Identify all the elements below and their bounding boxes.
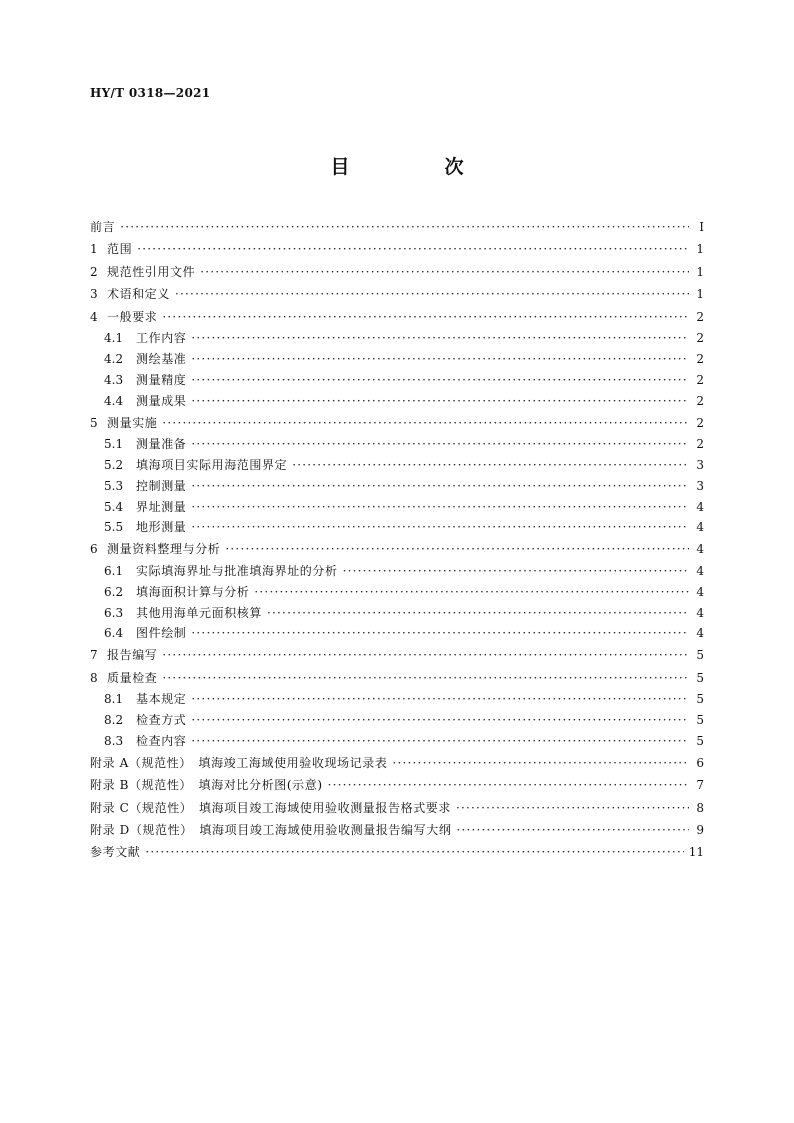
toc-entry-page: 4: [696, 520, 704, 535]
toc-dot-leader: [162, 644, 689, 666]
toc-entry-page: 5: [696, 670, 704, 685]
toc-dot-leader: [191, 517, 689, 538]
toc-entry-number: 8.3: [104, 733, 124, 748]
toc-entry[interactable]: [90, 306, 704, 328]
toc-entry-label: 附录 D（规范性） 填海项目竣工海域使用验收测量报告编写大纲: [90, 822, 452, 837]
toc-entry-page: 7: [696, 778, 704, 793]
toc-entry[interactable]: [90, 328, 704, 349]
toc-dot-leader: [191, 328, 689, 349]
toc-entry-page: 1: [696, 264, 704, 279]
toc-entry[interactable]: [90, 370, 704, 391]
toc-entry-number: 6.3: [104, 605, 124, 620]
toc-dot-leader: [191, 497, 689, 518]
toc-entry-number: 4: [90, 309, 98, 324]
toc-entry-page: Ⅰ: [699, 220, 704, 234]
toc-entry-number: 4.3: [104, 372, 124, 387]
toc-entry-label: 实际填海界址与批准填海界址的分析: [136, 563, 338, 578]
toc-entry-number: 2: [90, 264, 98, 279]
toc-entry-label: 测绘基准: [136, 351, 187, 366]
toc-dot-leader: [343, 561, 689, 582]
toc-entry[interactable]: [90, 455, 704, 476]
toc-entry-page: 2: [696, 330, 704, 345]
toc-entry-label: 一般要求: [107, 309, 158, 324]
toc-entry[interactable]: [90, 283, 704, 305]
toc-dot-leader: [191, 370, 689, 391]
toc-entry-label: 地形测量: [136, 520, 187, 535]
toc-entry-page: 4: [696, 499, 704, 514]
toc-dot-leader: [191, 476, 689, 497]
table-of-contents: [90, 216, 704, 864]
toc-entry-label: 控制测量: [136, 478, 187, 493]
toc-entry-label: 测量精度: [136, 372, 187, 387]
toc-entry-page: 2: [696, 309, 704, 324]
toc-entry-label: 附录 C（规范性） 填海项目竣工海域使用验收测量报告格式要求: [90, 800, 451, 815]
toc-entry[interactable]: [90, 710, 704, 731]
toc-entry-page: 4: [696, 563, 704, 578]
toc-entry-number: 4.2: [104, 351, 124, 366]
toc-entry-label: 基本规定: [136, 692, 187, 707]
toc-entry-label: 附录 A（规范性） 填海竣工海域使用验收现场记录表: [90, 755, 388, 770]
toc-entry-page: 4: [696, 542, 704, 557]
toc-entry[interactable]: [90, 644, 704, 666]
toc-dot-leader: [267, 603, 689, 624]
toc-entry-number: 5.1: [104, 436, 124, 451]
toc-entry-label: 图件绘制: [136, 626, 187, 641]
toc-entry[interactable]: [90, 561, 704, 582]
toc-entry-number: 5.4: [104, 499, 124, 514]
toc-entry-page: 11: [688, 845, 704, 860]
toc-entry-number: 8.2: [104, 712, 124, 727]
toc-entry-number: 6: [90, 542, 98, 557]
toc-entry-page: 5: [696, 712, 704, 727]
toc-entry[interactable]: [90, 623, 704, 644]
toc-entry[interactable]: [90, 497, 704, 518]
toc-entry-number: 8: [90, 670, 98, 685]
toc-dot-leader: [225, 538, 689, 560]
toc-entry[interactable]: [90, 391, 704, 412]
toc-entry-number: 6.1: [104, 563, 124, 578]
toc-entry[interactable]: [90, 412, 704, 434]
toc-entry-label: 测量成果: [136, 393, 187, 408]
toc-entry[interactable]: [90, 603, 704, 624]
toc-entry[interactable]: [90, 216, 704, 238]
toc-entry-number: 4.4: [104, 393, 124, 408]
toc-dot-leader: [120, 216, 689, 238]
toc-entry-label: 填海项目实际用海范围界定: [136, 457, 288, 472]
toc-dot-leader: [162, 667, 689, 689]
toc-entry[interactable]: [90, 238, 704, 260]
toc-dot-leader: [162, 306, 689, 328]
toc-dot-leader: [191, 391, 689, 412]
toc-dot-leader: [162, 412, 689, 434]
toc-dot-leader: [191, 710, 689, 731]
toc-entry-label: 测量准备: [136, 436, 187, 451]
toc-entry-page: 1: [696, 242, 704, 257]
toc-dot-leader: [145, 841, 683, 863]
toc-entry-label: 参考文献: [90, 845, 141, 860]
toc-entry-number: 8.1: [104, 692, 124, 707]
toc-entry-page: 2: [696, 415, 704, 430]
toc-entry[interactable]: [90, 349, 704, 370]
toc-entry[interactable]: [90, 517, 704, 538]
toc-dot-leader: [200, 261, 689, 283]
standard-code: HY/T 0318—2021: [90, 86, 211, 100]
toc-dot-leader: [191, 689, 689, 710]
toc-entry-page: 4: [696, 605, 704, 620]
toc-entry-page: 6: [696, 755, 704, 770]
toc-dot-leader: [191, 623, 689, 644]
toc-entry[interactable]: [90, 731, 704, 752]
toc-entry-page: 2: [696, 436, 704, 451]
toc-entry-page: 8: [696, 800, 704, 815]
toc-entry-page: 5: [696, 648, 704, 663]
toc-entry-page: 4: [696, 626, 704, 641]
toc-entry-label: 界址测量: [136, 499, 187, 514]
toc-entry-label: 测量实施: [107, 415, 158, 430]
toc-entry-page: 3: [696, 478, 704, 493]
toc-entry-number: 1: [90, 242, 98, 257]
toc-entry-page: 9: [696, 822, 704, 837]
toc-entry[interactable]: [90, 582, 704, 603]
toc-entry-label: 范围: [107, 242, 133, 257]
toc-entry[interactable]: [90, 797, 704, 819]
toc-entry-number: 5.2: [104, 457, 124, 472]
toc-entry-label: 报告编写: [107, 648, 158, 663]
toc-dot-leader: [456, 819, 689, 841]
toc-entry-number: 5.5: [104, 520, 124, 535]
toc-entry-page: 1: [696, 287, 704, 302]
toc-entry-label: 工作内容: [136, 330, 187, 345]
toc-dot-leader: [137, 238, 689, 260]
toc-dot-leader: [292, 455, 689, 476]
toc-entry[interactable]: [90, 774, 704, 796]
toc-entry-page: 2: [696, 393, 704, 408]
toc-entry-number: 3: [90, 287, 98, 302]
toc-dot-leader: [392, 752, 689, 774]
toc-entry-label: 检查内容: [136, 733, 187, 748]
toc-entry-label: 填海面积计算与分析: [136, 584, 250, 599]
toc-dot-leader: [191, 731, 689, 752]
toc-entry-number: 5.3: [104, 478, 124, 493]
toc-entry-number: 6.4: [104, 626, 124, 641]
toc-dot-leader: [456, 797, 689, 819]
toc-entry-number: 6.2: [104, 584, 124, 599]
toc-entry-page: 2: [696, 372, 704, 387]
toc-entry[interactable]: [90, 689, 704, 710]
toc-entry-label: 其他用海单元面积核算: [136, 605, 263, 620]
toc-dot-leader: [328, 774, 689, 796]
toc-entry-page: 5: [696, 733, 704, 748]
toc-entry[interactable]: [90, 476, 704, 497]
toc-entry-label: 测量资料整理与分析: [107, 542, 221, 557]
toc-entry[interactable]: [90, 538, 704, 560]
toc-entry-label: 术语和定义: [107, 287, 171, 302]
toc-entry-label: 规范性引用文件: [107, 264, 196, 279]
toc-entry-label: 附录 B（规范性） 填海对比分析图(示意): [90, 778, 323, 793]
page-title: 目 次: [330, 156, 502, 178]
toc-entry-page: 5: [696, 692, 704, 707]
toc-entry-number: 4.1: [104, 330, 124, 345]
toc-entry[interactable]: [90, 434, 704, 455]
toc-entry[interactable]: [90, 667, 704, 689]
toc-dot-leader: [175, 283, 689, 305]
toc-entry-label: 质量检查: [107, 670, 158, 685]
toc-entry[interactable]: [90, 841, 704, 863]
toc-entry-page: 4: [696, 584, 704, 599]
toc-entry-number: 5: [90, 415, 98, 430]
toc-entry-label: 前言: [90, 220, 116, 234]
toc-dot-leader: [254, 582, 689, 603]
toc-entry[interactable]: [90, 261, 704, 283]
toc-dot-leader: [191, 349, 689, 370]
toc-dot-leader: [191, 434, 689, 455]
toc-entry-page: 2: [696, 351, 704, 366]
toc-entry-number: 7: [90, 648, 98, 663]
toc-entry[interactable]: [90, 819, 704, 841]
toc-entry-page: 3: [696, 457, 704, 472]
toc-entry-label: 检查方式: [136, 712, 187, 727]
toc-entry[interactable]: [90, 752, 704, 774]
